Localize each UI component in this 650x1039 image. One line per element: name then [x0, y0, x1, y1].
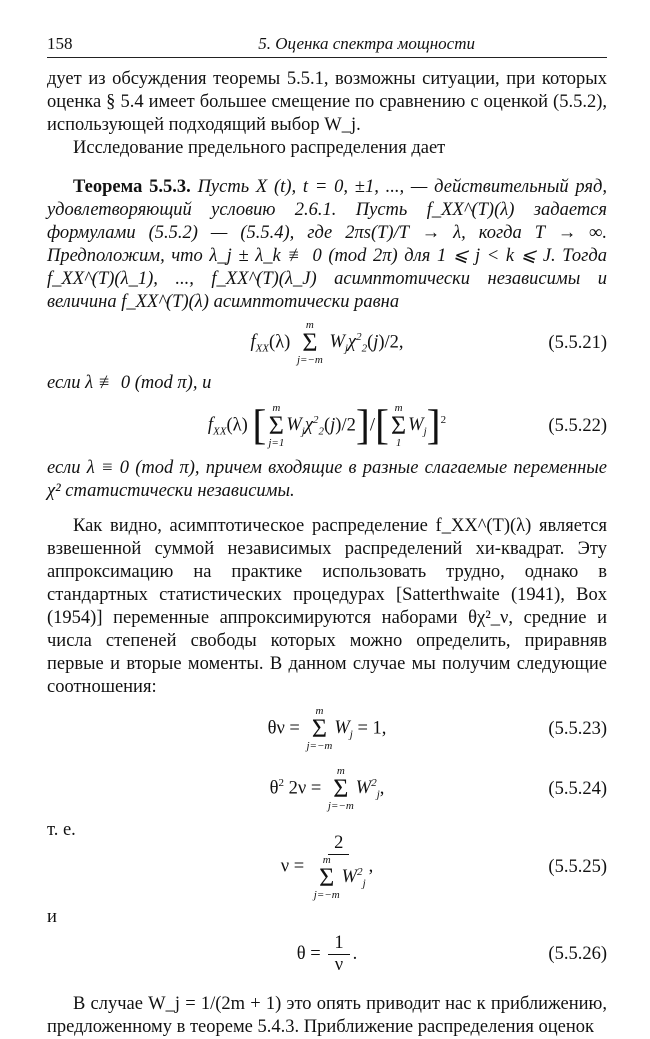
equation-body: $f_{XX}(\lambda)$ [ m Σ j=1 $W_j\chi^2_2(j)/2]/$[ m Σ 1 $W_j]^2$ — [207, 402, 447, 449]
equation-5-5-22 — [47, 395, 607, 457]
equation-body: ν = 2 m Σ j=−m $W^2_j$ , — [280, 833, 374, 901]
equation-number: (5.5.24) — [548, 778, 607, 799]
equation-number: (5.5.26) — [548, 943, 607, 964]
paragraph-1: дует из обсуждения теоремы 5.5.1, возможны ситуации, при которых оценка § 5.4 имеет большее смещение по сравнению с оценкой (5.5.2), использующей подходящий выбор W_j. — [47, 69, 607, 135]
equation-body: $\theta^2$ 2ν = m Σ j=−m $W^2_j$, — [269, 765, 385, 812]
equation-5-5-21 — [47, 314, 607, 372]
equation-body: θ = $\frac{1}{\nu}$ . — [296, 932, 358, 975]
condition-1: если λ ≢ 0 (mod π), и — [47, 373, 212, 393]
page-number: 158 — [47, 34, 73, 53]
theorem-label: Теорема 5.5.3. — [73, 177, 191, 197]
theorem — [47, 176, 607, 314]
page — [47, 34, 607, 1039]
equation-body: θν = m Σ j=−m $W_j = 1$, — [267, 705, 387, 752]
running-header — [47, 34, 607, 58]
equation-number: (5.5.21) — [548, 332, 607, 353]
condition-2: если λ ≡ 0 (mod π), причем входящие в разные слагаемые переменные χ² статистически независимы. — [47, 458, 607, 501]
theorem-text: Пусть X (t), t = 0, ±1, ..., — действительный ряд, удовлетворяющий условию 2.6.1. Пусть f_XX^(T)(λ) задается формулами (5.5.2) — (5.5.4), где 2πs(T)/T → λ, когда T → ∞. Предположим, что λ_j ± λ_k ≢ 0 (mod 2π) для 1 ⩽ j < k ⩽ J. Тогда f_XX^(T)(λ_1), ..., f_XX^(T)(λ_J) асимптотически независимы и величина f_XX^(T)(λ) асимптотически равна — [47, 177, 608, 312]
equation-number: (5.5.25) — [548, 856, 607, 877]
equation-5-5-25 — [47, 832, 607, 902]
equation-5-5-24 — [47, 759, 607, 819]
equation-5-5-23 — [47, 699, 607, 759]
paragraph-3: Как видно, асимптотическое распределение f_XX^(T)(λ) является взвешенной суммой независимых распределений хи-квадрат. Эту аппроксимацию на практике использовать трудно, однако в стандартных статистических процедурах [Satterthwaite (1941), Box (1954)] переменные аппроксимируются наборами θχ²_ν, средние и числа степеней свободы которых можно определить, приравняв первые и вторые моменты. В данном случае мы получим следующие соотношения: — [47, 516, 607, 697]
section-title: 5. Оценка спектра мощности — [258, 34, 475, 53]
label-te: т. е. — [47, 820, 76, 840]
paragraph-4: В случае W_j = 1/(2m + 1) это опять приводит нас к приближению, предложенному в теореме 5.4.3. Приближение распределения оценок — [47, 994, 607, 1037]
equation-body: $f_{XX}(\lambda)$ m Σ j=−m $W_j\chi^2_2(j)/2$, — [250, 319, 404, 366]
paragraph-2: Исследование предельного распределения дает — [73, 138, 446, 158]
equation-5-5-26 — [47, 929, 607, 979]
equation-number: (5.5.22) — [548, 415, 607, 436]
label-and: и — [47, 907, 57, 927]
equation-number: (5.5.23) — [548, 718, 607, 739]
